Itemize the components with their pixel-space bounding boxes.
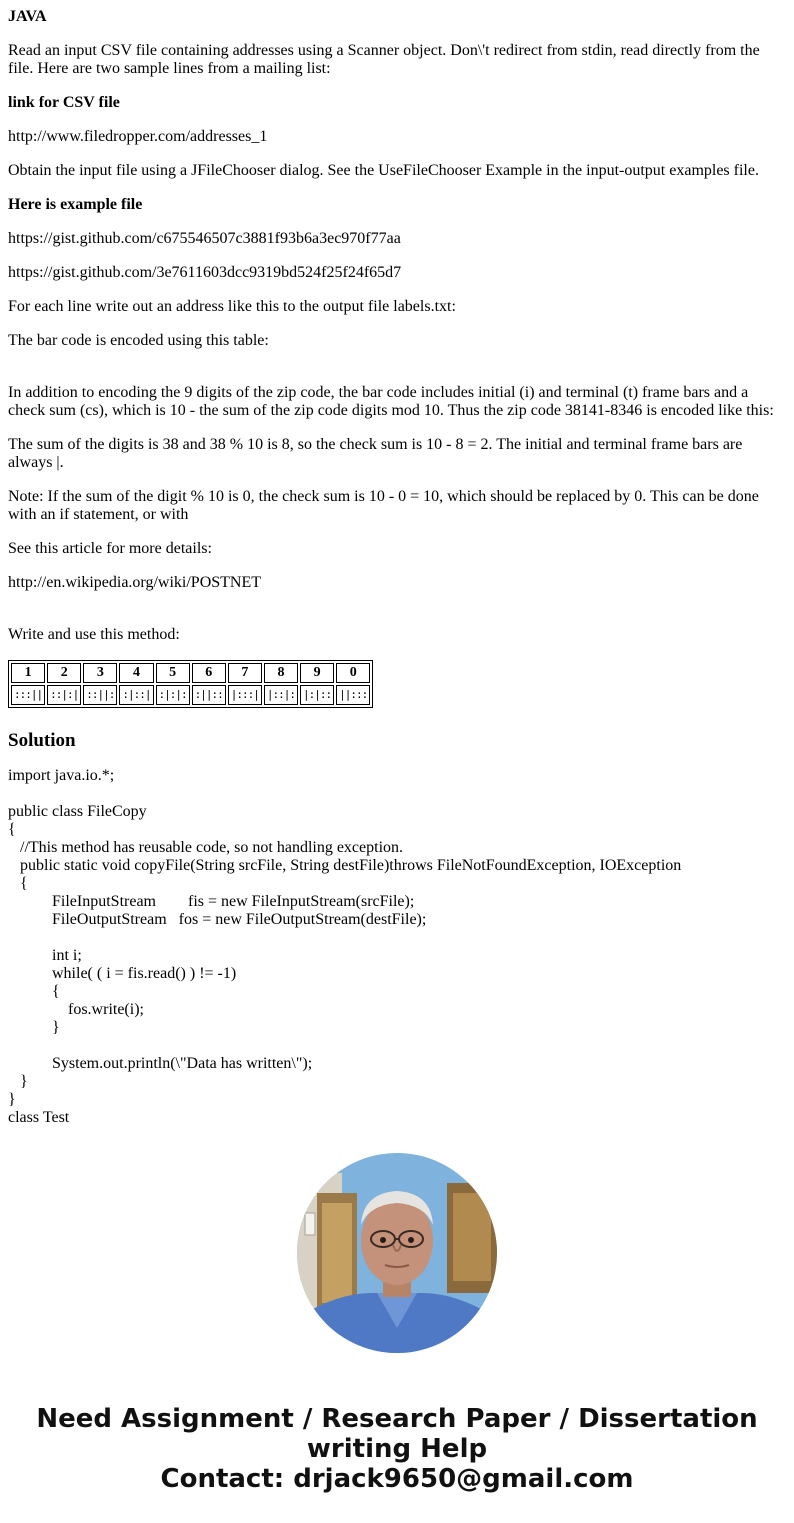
output-paragraph: For each line write out an address like this to the output file labels.txt: xyxy=(8,298,456,315)
digit-cell: 2 xyxy=(47,663,81,683)
example-heading: Here is example file xyxy=(8,196,143,213)
gist-link-1[interactable]: https://gist.github.com/c675546507c3881f93b6a3ec970f77aa xyxy=(8,230,401,247)
barcode-cell: :|::| xyxy=(119,685,153,705)
barcode-cell: :|:|: xyxy=(156,685,190,705)
wiki-link[interactable]: http://en.wikipedia.org/wiki/POSTNET xyxy=(8,574,262,591)
barcode-cell: ::||: xyxy=(83,685,117,705)
note-paragraph: Note: If the sum of the digit % 10 is 0, the check sum is 10 - 0 = 10, which should be replaced by 0. This can be done with an if statement, or with xyxy=(8,488,759,523)
code-line: int i; xyxy=(8,947,82,964)
barcode-cell: |:::| xyxy=(228,685,262,705)
chooser-paragraph: Obtain the input file using a JFileChooser dialog. See the UseFileChooser Example in the input-output examples file. xyxy=(8,162,759,179)
code-line: //This method has reusable code, so not handling exception. xyxy=(8,839,404,856)
avatar-portrait xyxy=(297,1153,497,1353)
code-line xyxy=(8,929,786,947)
barcode-paragraph: The bar code is encoded using this table: xyxy=(8,332,269,349)
barcode-cell: :::|| xyxy=(11,685,45,705)
document xyxy=(8,8,786,1127)
digit-cell: 7 xyxy=(228,663,262,683)
intro-paragraph: Read an input CSV file containing addresses using a Scanner object. Don\'t redirect from stdin, read directly from the file. Here are two sample lines from a mailing list: xyxy=(8,42,760,77)
article-paragraph: See this article for more details: xyxy=(8,540,212,557)
code-line: class Test xyxy=(8,1109,70,1126)
code-line: { xyxy=(8,875,28,892)
code-line: fos.write(i); xyxy=(8,1001,144,1018)
checksum-paragraph: The sum of the digits is 38 and 38 % 10 is 8, so the check sum is 10 - 8 = 2. The initial and terminal frame bars are always |. xyxy=(8,436,743,471)
digit-barcode-table xyxy=(8,660,373,708)
code-line: } xyxy=(8,1019,60,1036)
csv-link[interactable]: http://www.filedropper.com/addresses_1 xyxy=(8,128,268,145)
code-line xyxy=(8,1037,786,1055)
digit-cell: 3 xyxy=(83,663,117,683)
banner-line: Need Assignment / Research Paper / Dissertation xyxy=(36,1404,758,1434)
code-line: while( ( i = fis.read() ) != -1) xyxy=(8,965,237,982)
banner-line: writing Help xyxy=(306,1434,488,1464)
digit-cell: 4 xyxy=(119,663,153,683)
solution-code xyxy=(8,767,786,1127)
code-line: public static void copyFile(String srcFile, String destFile)throws FileNotFoundException, IOException xyxy=(8,857,682,874)
barcode-cell: ||::: xyxy=(336,685,370,705)
solution-heading: Solution xyxy=(8,730,76,751)
code-line xyxy=(8,785,786,803)
code-line: FileInputStream fis = new FileInputStream(srcFile); xyxy=(8,893,415,910)
barcode-cell: |:|:: xyxy=(300,685,334,705)
code-line: { xyxy=(8,821,16,838)
spacer xyxy=(8,608,786,626)
encoding-paragraph: In addition to encoding the 9 digits of the zip code, the bar code includes initial (i) and terminal (t) frame bars and a check sum (cs), which is 10 - the sum of the zip code digits mod 10. Thus the zip code 38141-8346 is encoded like this: xyxy=(8,384,774,419)
gist-link-2[interactable]: https://gist.github.com/3e7611603dcc9319bd524f25f24f65d7 xyxy=(8,264,402,281)
barcode-cell: |::|: xyxy=(264,685,298,705)
digit-cell: 6 xyxy=(192,663,226,683)
code-line: } xyxy=(8,1073,28,1090)
digit-cell: 5 xyxy=(156,663,190,683)
code-line: { xyxy=(8,983,60,1000)
code-line: import java.io.*; xyxy=(8,767,115,784)
digit-cell: 1 xyxy=(11,663,45,683)
barcode-cell: ::|:| xyxy=(47,685,81,705)
code-line: public class FileCopy xyxy=(8,803,147,820)
contact-banner xyxy=(0,1404,794,1494)
author-avatar xyxy=(297,1153,497,1353)
spacer xyxy=(8,366,786,384)
code-line: } xyxy=(8,1091,16,1108)
barcode-row xyxy=(11,685,370,705)
code-line: System.out.println(\"Data has written\"); xyxy=(8,1055,313,1072)
digit-cell: 9 xyxy=(300,663,334,683)
method-paragraph: Write and use this method: xyxy=(8,626,180,643)
digit-row xyxy=(11,663,370,683)
digit-cell: 8 xyxy=(264,663,298,683)
digit-cell: 0 xyxy=(336,663,370,683)
banner-contact: Contact: drjack9650@gmail.com xyxy=(160,1464,634,1494)
title: JAVA xyxy=(8,8,47,25)
code-line: FileOutputStream fos = new FileOutputStream(destFile); xyxy=(8,911,427,928)
barcode-cell: :||:: xyxy=(192,685,226,705)
csv-heading: link for CSV file xyxy=(8,94,120,111)
